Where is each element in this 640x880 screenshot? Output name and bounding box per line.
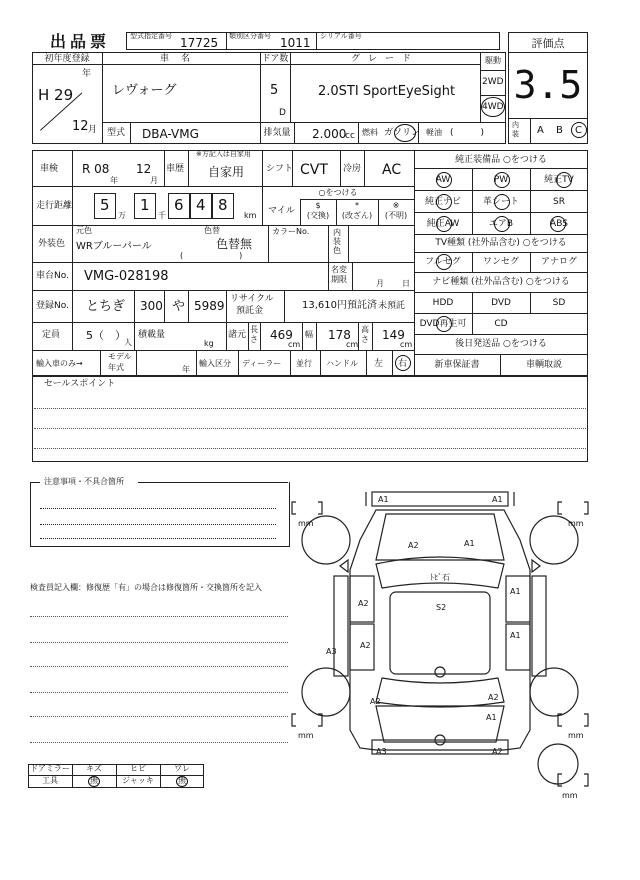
navi1-0: HDD bbox=[432, 298, 454, 308]
inspection-month: 12 bbox=[136, 162, 152, 176]
mileage-d1: 5 bbox=[100, 196, 110, 214]
equip-r3-0: 純正AW bbox=[426, 219, 460, 229]
chassis-day: 日 bbox=[402, 279, 410, 288]
import-model-year-label1: モデル bbox=[108, 352, 132, 361]
capacity-load-unit: kg bbox=[204, 339, 214, 348]
sales-point-label: セールスポイント bbox=[44, 379, 116, 389]
navi1-1: DVD bbox=[491, 298, 511, 308]
mileage-label: 走行距離 bbox=[36, 201, 73, 211]
inspection-year-unit: 年 bbox=[110, 176, 118, 185]
fuel-label: 燃料 bbox=[362, 128, 378, 137]
interior-c: C bbox=[575, 125, 582, 136]
mm-rr: mm bbox=[568, 731, 584, 740]
capacity-unit: 人 bbox=[124, 338, 132, 347]
fuel-paren: ( ) bbox=[450, 128, 485, 138]
mark-4: ﾄﾋﾞ石 bbox=[430, 573, 450, 582]
mark-6: A1 bbox=[510, 587, 521, 596]
chassis-value: VMG-028198 bbox=[84, 269, 169, 284]
dims-wid: 178 bbox=[328, 328, 351, 342]
navi1-2: SD bbox=[552, 298, 566, 308]
mark-12: A2 bbox=[488, 693, 499, 702]
model-type-value: DBA-VMG bbox=[142, 127, 199, 141]
dims-wid-label: 幅 bbox=[305, 330, 313, 339]
drive-label: 駆動 bbox=[485, 56, 501, 65]
front-bumper bbox=[372, 492, 508, 506]
body-outline bbox=[350, 510, 530, 750]
dims-label: 諸元 bbox=[228, 330, 247, 340]
fuel-circle bbox=[394, 124, 416, 142]
dims-len-label: 長さ bbox=[250, 325, 258, 344]
form-title: 出品票 bbox=[50, 32, 111, 51]
fuel-oil-label: 軽油 bbox=[426, 128, 442, 137]
drive-4wd-circle bbox=[481, 97, 505, 117]
inspection-month-unit: 月 bbox=[150, 176, 158, 185]
tv-1: ワンセグ bbox=[482, 257, 519, 267]
equip-r1-1: PW bbox=[493, 175, 509, 185]
displacement-value: 2.000 bbox=[312, 127, 347, 141]
score-label: 評価点 bbox=[531, 37, 565, 50]
doors-suffix: D bbox=[279, 108, 286, 118]
navi2-0: DVD再生可 bbox=[419, 319, 467, 329]
class-no: 1011 bbox=[280, 36, 311, 50]
tools-hibi: ヒビ bbox=[130, 764, 146, 773]
mark-13: A1 bbox=[486, 713, 497, 722]
usage-value: 自家用 bbox=[208, 165, 245, 179]
inspector-note: 検査員記入欄：修復歴「有」の場合は修復箇所・交換箇所を記入 bbox=[30, 583, 262, 592]
mileage-u1: 万 bbox=[118, 211, 126, 220]
equip-r1-0: AW bbox=[435, 175, 451, 185]
first-reg-era: H 29 bbox=[38, 86, 74, 104]
mark-8: A2 bbox=[360, 641, 371, 650]
mileage-d5: 8 bbox=[218, 196, 228, 214]
mileage-opt-mile: マイル bbox=[268, 206, 295, 216]
ac-value: AC bbox=[382, 162, 402, 178]
plate-area: とちぎ bbox=[86, 299, 126, 314]
equip-r3-2: ABS bbox=[550, 219, 568, 229]
tools-ware: ワレ bbox=[174, 764, 190, 773]
mark-10: A3 bbox=[326, 647, 337, 656]
import-model-year-label2: 年式 bbox=[108, 363, 124, 372]
first-reg-label: 初年度登録 bbox=[44, 54, 90, 64]
mileage-opt-unknown: (不明) bbox=[384, 211, 408, 220]
color-paren: ( ) bbox=[180, 251, 243, 260]
mark-3: A1 bbox=[464, 539, 475, 548]
import-right: 右 bbox=[398, 359, 408, 369]
color-code-label: カラーNo. bbox=[272, 227, 310, 236]
mm-spare: mm bbox=[562, 791, 578, 800]
doors-value: 5 bbox=[270, 83, 279, 98]
mileage-opt-exchange: (交換) bbox=[306, 211, 330, 220]
drive-4wd: 4WD bbox=[482, 102, 504, 112]
plate-recycle: 13,610円預託済 bbox=[302, 300, 377, 311]
docs-title: 後日発送品 ○をつける bbox=[455, 339, 547, 349]
mark-0: A1 bbox=[378, 495, 389, 504]
color-orig-label: 元色 bbox=[76, 226, 92, 235]
first-reg-month-unit: 月 bbox=[88, 125, 98, 135]
color-int-label: 内装色 bbox=[333, 228, 341, 255]
import-left: 左 bbox=[374, 359, 384, 369]
dims-len: 469 bbox=[270, 328, 293, 342]
docs-1: 車輌取説 bbox=[525, 360, 562, 370]
mileage-d3: 6 bbox=[174, 196, 184, 214]
color-change: 色替無 bbox=[216, 237, 253, 251]
wheel-rr bbox=[530, 668, 578, 716]
equip-r1-2: 純正TV bbox=[544, 175, 574, 185]
doors-label: ドア数 bbox=[261, 54, 289, 64]
drive-2wd: 2WD bbox=[482, 77, 504, 87]
first-reg-year-unit: 年 bbox=[82, 69, 92, 79]
shift-value: CVT bbox=[300, 162, 328, 178]
mileage-u2: 千 bbox=[158, 211, 166, 220]
rear-window bbox=[376, 678, 504, 707]
chassis-month: 月 bbox=[376, 279, 384, 288]
car-diagram bbox=[290, 480, 600, 810]
plate-label: 登録No. bbox=[36, 301, 69, 311]
mark-9: A1 bbox=[510, 631, 521, 640]
inspection-label: 車検 bbox=[40, 164, 59, 174]
capacity-value: 5（ ） bbox=[86, 329, 126, 342]
inspection-era: R 08 bbox=[82, 162, 110, 176]
equip-r2-2: SR bbox=[553, 197, 565, 207]
plate-recycle-label1: リサイクル bbox=[230, 294, 274, 304]
equip-r2-1: 革シート bbox=[482, 197, 519, 207]
mark-1: A1 bbox=[492, 495, 503, 504]
mark-2: A2 bbox=[408, 541, 419, 550]
navi-title: ナビ種類 (社外品含む) ○をつける bbox=[432, 277, 570, 287]
dims-hgt-label: 高さ bbox=[361, 325, 369, 344]
import-class-label: 輸入区分 bbox=[199, 359, 231, 368]
color-orig: WRブルーパール bbox=[76, 241, 152, 252]
model-type-label: 型式 bbox=[106, 128, 125, 138]
import-right-circle bbox=[395, 355, 411, 371]
tv-2: アナログ bbox=[540, 257, 577, 267]
type-no: 17725 bbox=[180, 36, 219, 50]
mm-fl: mm bbox=[298, 519, 314, 528]
tools-jack: ジャッキ bbox=[122, 776, 154, 785]
fuel-value: ガソリン bbox=[384, 128, 421, 138]
mileage-opt-tamper: (改ざん) bbox=[341, 211, 373, 220]
mark-7: S2 bbox=[436, 603, 447, 612]
dims-hgt: 149 bbox=[382, 328, 405, 342]
mileage-opts-note: ○をつける bbox=[318, 188, 358, 197]
mileage-d4: 4 bbox=[196, 196, 206, 214]
equip-title: 純正装備品 ○をつける bbox=[455, 155, 547, 165]
mark-11: A2 bbox=[370, 697, 381, 706]
mileage-unit: km bbox=[244, 211, 257, 220]
tv-title: TV種類 (社外品含む) ○をつける bbox=[435, 238, 567, 248]
import-dealer: ディーラー bbox=[242, 359, 282, 368]
interior-b: B bbox=[556, 125, 563, 136]
mark-15: A2 bbox=[492, 747, 503, 756]
plate-recycle-label2: 預託金 bbox=[236, 306, 264, 316]
dims-hgt-unit: cm bbox=[400, 340, 413, 349]
mm-rl: mm bbox=[298, 731, 314, 740]
equip-r3-1: エアB bbox=[488, 219, 514, 229]
dims-wid-unit: cm bbox=[346, 340, 359, 349]
navi2-1: CD bbox=[494, 319, 508, 329]
mileage-opt-note: ※ bbox=[392, 201, 400, 210]
mileage-opt-dollar: $ bbox=[315, 201, 321, 210]
car-name-value: レヴォーグ bbox=[112, 83, 177, 98]
notes-title: 注意事項・不具合箇所 bbox=[44, 477, 124, 486]
import-handle-label: ハンドル bbox=[326, 359, 358, 368]
ac-label: 冷房 bbox=[343, 164, 362, 174]
docs-0: 新車保証書 bbox=[434, 360, 480, 370]
mileage-d2: 1 bbox=[140, 196, 150, 214]
sales-point-box bbox=[32, 376, 588, 462]
displacement-label: 排気量 bbox=[263, 128, 291, 138]
grade-label: グレード bbox=[350, 54, 419, 64]
chassis-label: 車台No. bbox=[36, 271, 69, 281]
capacity-label: 定員 bbox=[42, 330, 61, 340]
mileage-opt-star: * bbox=[355, 201, 359, 210]
dims-len-unit: cm bbox=[288, 340, 301, 349]
tools-mu1: 無 bbox=[90, 776, 98, 785]
interior-label: 内装 bbox=[512, 121, 519, 138]
class-no-label: 類別区分番号 bbox=[229, 32, 271, 40]
color-label: 外装色 bbox=[38, 239, 66, 249]
tools-kizu: キズ bbox=[86, 764, 102, 773]
plate-kana: や bbox=[172, 299, 186, 314]
import-year-unit: 年 bbox=[182, 365, 190, 374]
first-reg-month: 12 bbox=[72, 119, 89, 134]
wheel-rl bbox=[302, 668, 350, 716]
plate-recycle-opt: 未預託 bbox=[378, 301, 406, 311]
tv-0: フルセグ bbox=[425, 257, 461, 267]
chassis-deadline-label: 名変期限 bbox=[331, 265, 347, 284]
mark-5: A2 bbox=[358, 599, 369, 608]
usage-label: 車歴 bbox=[166, 164, 185, 174]
interior-a: A bbox=[537, 125, 544, 136]
grade-value: 2.0STI SportEyeSight bbox=[318, 84, 456, 99]
shift-label: シフト bbox=[266, 164, 294, 174]
displacement-unit: cc bbox=[345, 131, 355, 141]
usage-note: ※方記入は自家用 bbox=[196, 150, 251, 158]
tools-mu2: 無 bbox=[178, 776, 186, 785]
capacity-load-label: 積載量 bbox=[138, 330, 166, 340]
equip-r2-0: 純正ナビ bbox=[424, 197, 461, 207]
tools-mirror: ドアミラー bbox=[30, 764, 70, 773]
color-change-label: 色替 bbox=[204, 226, 220, 235]
plate-num2: 5989 bbox=[194, 299, 225, 313]
mark-14: A3 bbox=[376, 747, 387, 756]
type-no-label: 型式指定番号 bbox=[130, 32, 172, 40]
serial-label: シリアル番号 bbox=[320, 32, 362, 40]
car-name-label: 車名 bbox=[159, 54, 202, 64]
mm-fr: mm bbox=[568, 519, 584, 528]
plate-num1: 300 bbox=[140, 299, 163, 313]
tools-kogu: 工具 bbox=[42, 776, 58, 785]
import-label: 輸入車のみ→ bbox=[36, 359, 83, 368]
score-value: 3.5 bbox=[513, 63, 583, 107]
interior-c-circle bbox=[571, 122, 587, 138]
import-parallel: 並行 bbox=[296, 359, 312, 368]
